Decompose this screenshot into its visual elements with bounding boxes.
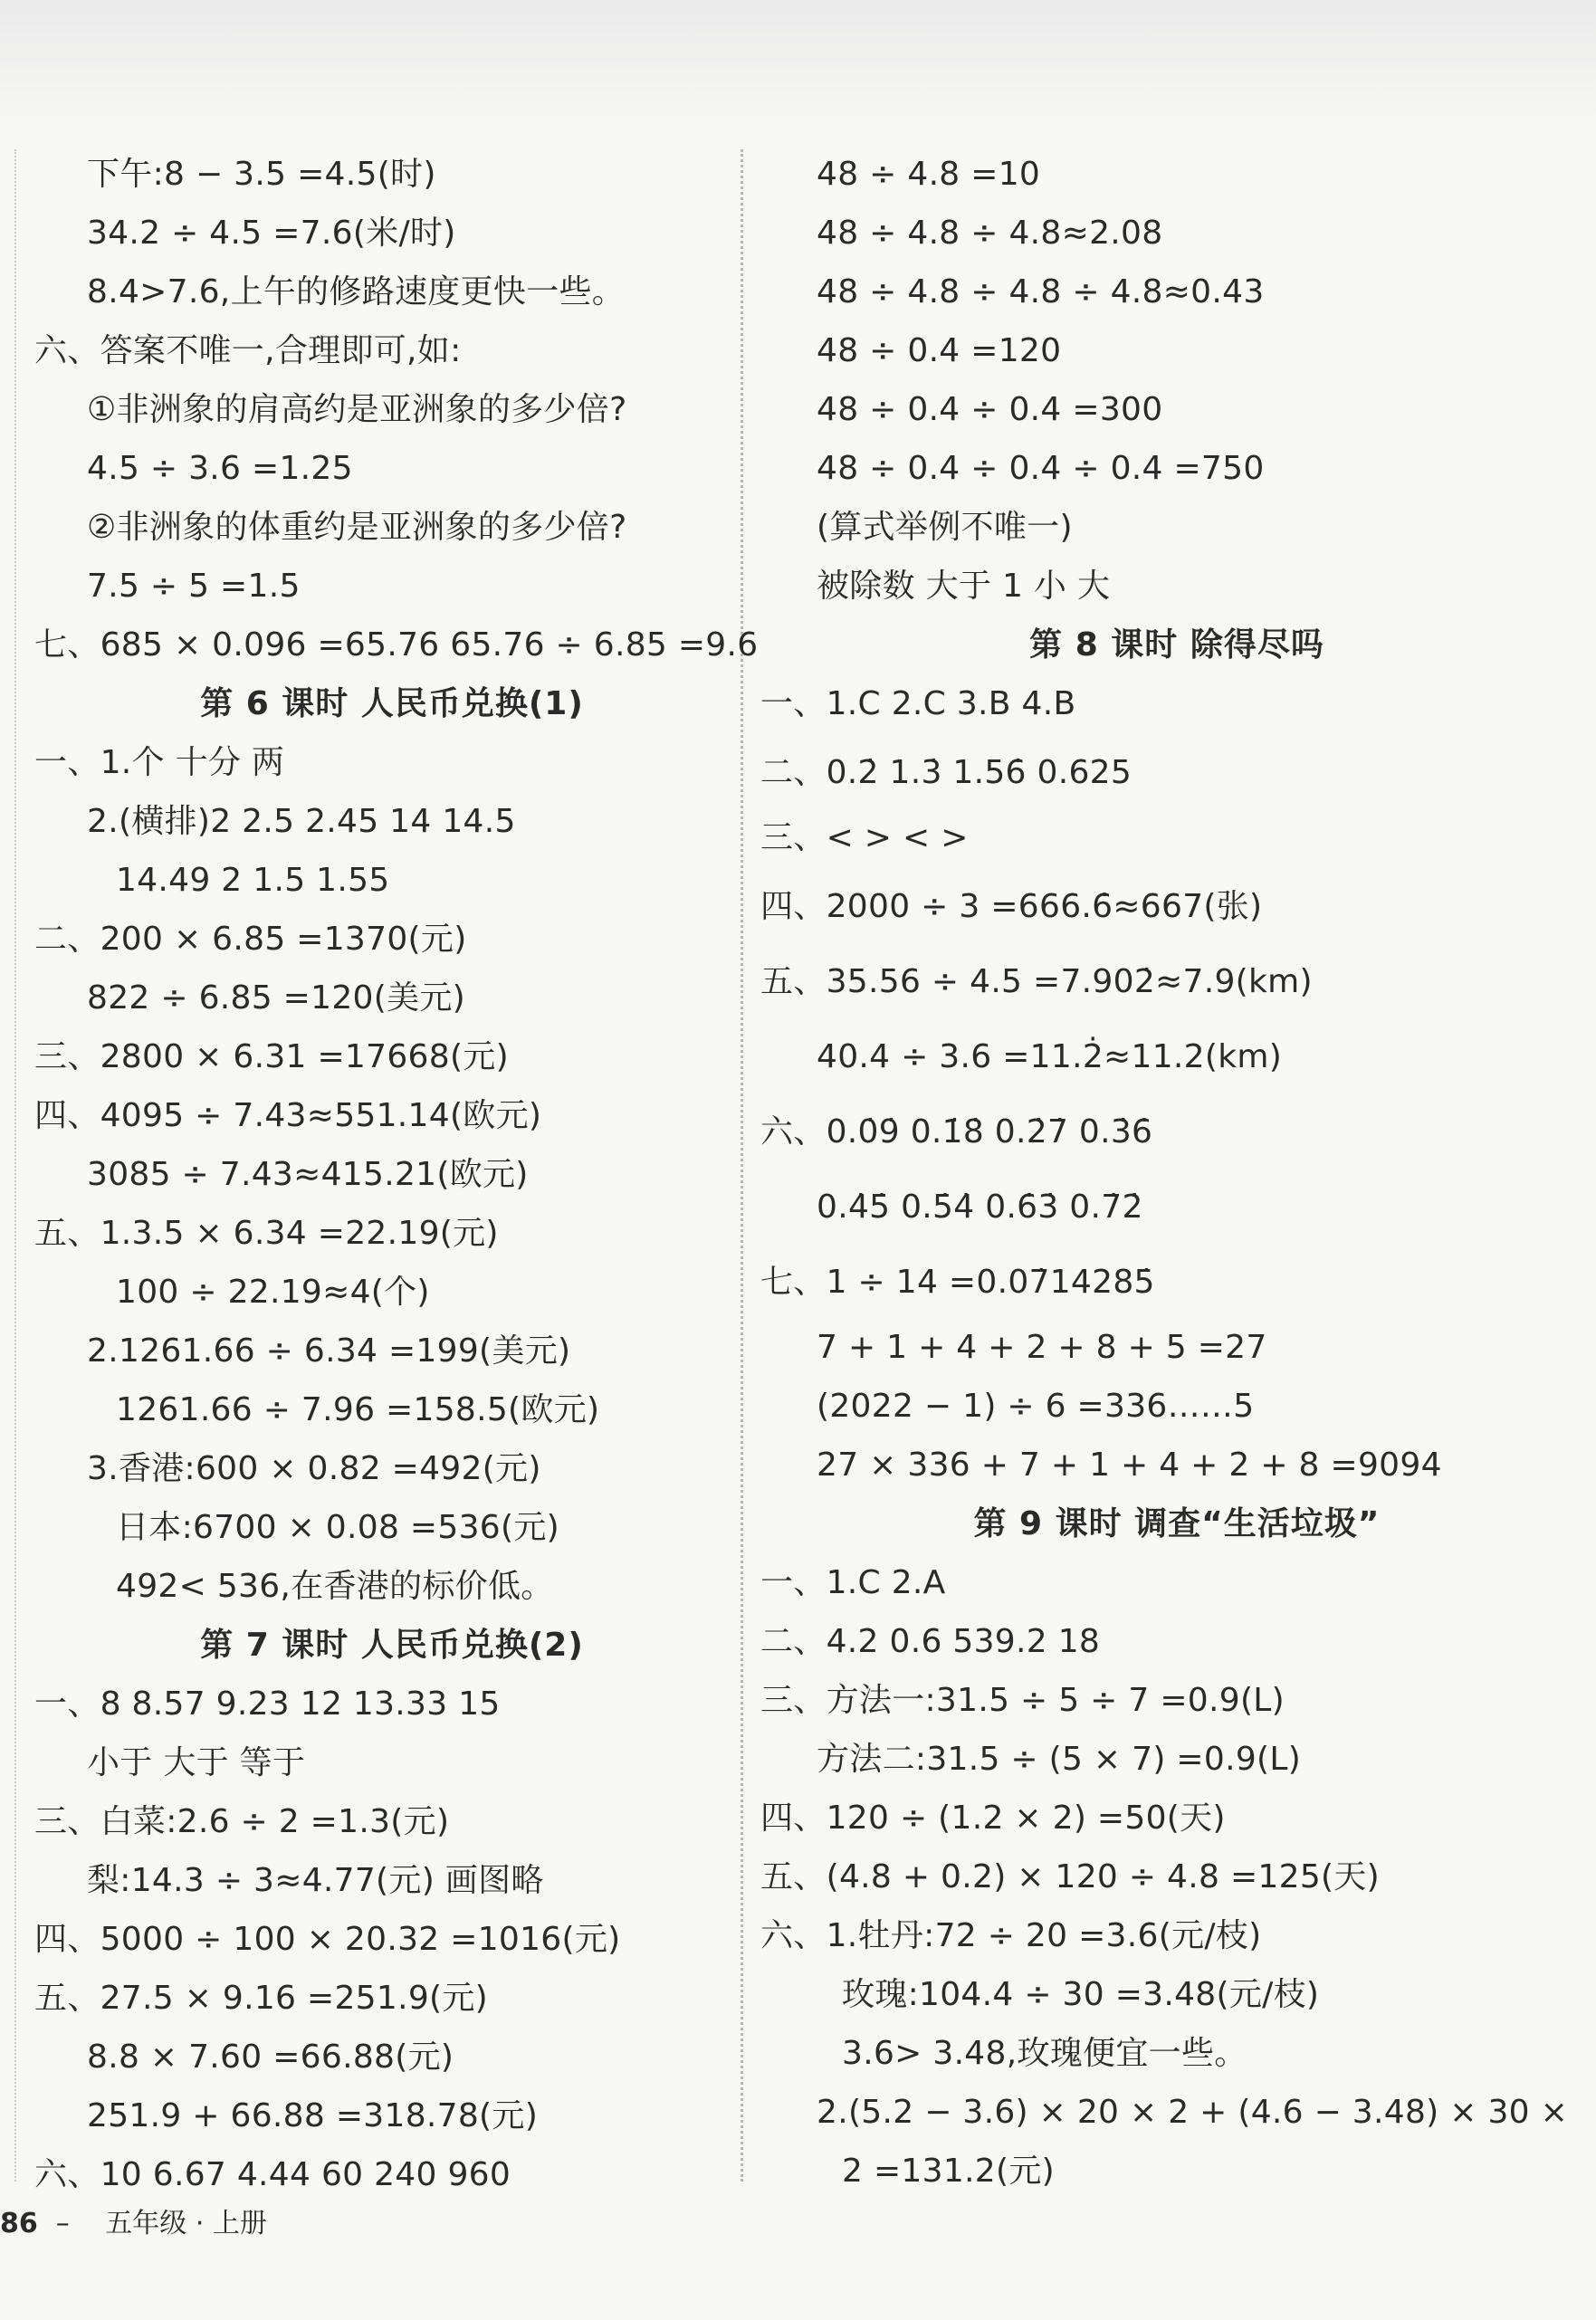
answer-line: 五、(4.8 + 0.2) × 120 ÷ 4.8 =125(天) [760, 1858, 1381, 1895]
answer-line: 三、< > < > [760, 819, 969, 856]
answer-line: 8.4>7.6,上午的修路速度更快一些。 [87, 273, 626, 310]
answer-line: ②非洲象的体重约是亚洲象的多少倍? [87, 509, 627, 546]
answer-line: 34.2 ÷ 4.5 =7.6(米/时) [87, 215, 456, 252]
answer-line: 七、1 ÷ 14 =0.07̇14285̇ [760, 1264, 1155, 1301]
answer-line: 7 + 1 + 4 + 2 + 8 + 5 =27 [817, 1329, 1267, 1366]
answer-line: 三、方法一:31.5 ÷ 5 ÷ 7 =0.9(L) [760, 1682, 1285, 1719]
answer-line: 一、1.个 十分 两 [34, 744, 285, 781]
answer-line: 48 ÷ 4.8 ÷ 4.8≈2.08 [817, 215, 1163, 252]
answer-line: 48 ÷ 4.8 =10 [817, 156, 1041, 193]
page-number: 86 [0, 2208, 38, 2239]
answer-line: 四、2000 ÷ 3 =666.6̇≈667(张) [760, 888, 1263, 925]
answer-line: (2022 − 1) ÷ 6 =336……5 [817, 1388, 1255, 1425]
answer-line: 四、5000 ÷ 100 × 20.32 =1016(元) [34, 1921, 621, 1958]
answer-line: 六、1.牡丹:72 ÷ 20 =3.6(元/枝) [760, 1917, 1262, 1954]
answer-line: 五、1.3.5 × 6.34 =22.19(元) [34, 1215, 499, 1252]
answer-line: 六、10 6.67 4.44 60 240 960 [34, 2156, 511, 2193]
answer-line: 日本:6700 × 0.08 =536(元) [116, 1509, 559, 1546]
answer-line: (算式举例不唯一) [817, 509, 1073, 546]
answer-line: 梨:14.3 ÷ 3≈4.77(元) 画图略 [87, 1862, 544, 1899]
answer-line: 五、35.56 ÷ 4.5 =7.902̇≈7.9(km) [760, 963, 1313, 1000]
column-divider [741, 149, 743, 2182]
footer-separator: – [55, 2208, 70, 2239]
answer-line: 小于 大于 等于 [87, 1744, 306, 1781]
answer-line: 48 ÷ 0.4 =120 [817, 332, 1062, 369]
answer-line: ①非洲象的肩高约是亚洲象的多少倍? [87, 391, 627, 428]
answer-line: 一、8 8.57 9.23 12 13.33 15 [34, 1685, 501, 1723]
answer-line: 3.香港:600 × 0.82 =492(元) [87, 1450, 541, 1487]
left-margin-rule [14, 149, 16, 2182]
answer-line: 三、2800 × 6.31 =17668(元) [34, 1038, 509, 1075]
answer-line: 被除数 大于 1 小 大 [817, 568, 1111, 605]
answer-line: 六、0.0̇9̇ 0.1̇8̇ 0.2̇7̇ 0.3̇6̇ [760, 1113, 1153, 1150]
answer-line: 2 =131.2(元) [842, 2153, 1055, 2190]
answer-line: 100 ÷ 22.19≈4(个) [116, 1274, 430, 1311]
answer-line: 三、白菜:2.6 ÷ 2 =1.3(元) [34, 1803, 450, 1840]
grade-label: 五年级 · 上册 [105, 2208, 267, 2239]
answer-line: 2.(5.2 − 3.6) × 20 × 2 + (4.6 − 3.48) × 30 × [817, 2094, 1569, 2131]
answer-line: 8.8 × 7.60 =66.88(元) [87, 2038, 454, 2076]
answer-line: 3085 ÷ 7.43≈415.21(欧元) [87, 1156, 529, 1193]
lesson-heading: 第 7 课时 人民币兑换(2) [200, 1627, 584, 1664]
left-column [34, 145, 759, 2204]
answer-line: 2.(横排)2 2.5 2.45 14 14.5 [87, 803, 516, 840]
answer-line: 下午:8 − 3.5 =4.5(时) [87, 156, 436, 193]
answer-line: 二、4.2 0.6 539.2 18 [760, 1623, 1101, 1660]
answer-line: 七、685 × 0.096 =65.76 65.76 ÷ 6.85 =9.6 [34, 626, 759, 664]
answer-line: 四、4095 ÷ 7.43≈551.14(欧元) [34, 1097, 542, 1134]
answer-line: 14.49 2 1.5 1.55 [116, 862, 390, 899]
answer-line: 251.9 + 66.88 =318.78(元) [87, 2097, 539, 2134]
answer-line: 48 ÷ 0.4 ÷ 0.4 ÷ 0.4 =750 [817, 450, 1265, 487]
answer-line: 四、120 ÷ (1.2 × 2) =50(天) [760, 1800, 1226, 1837]
page-footer [0, 2201, 267, 2247]
answer-line: 方法二:31.5 ÷ (5 × 7) =0.9(L) [817, 1741, 1302, 1778]
answer-line: 48 ÷ 0.4 ÷ 0.4 =300 [817, 391, 1163, 428]
answer-line: 五、27.5 × 9.16 =251.9(元) [34, 1980, 489, 2017]
answer-line: 822 ÷ 6.85 =120(美元) [87, 979, 466, 1017]
answer-line: 二、200 × 6.85 =1370(元) [34, 921, 467, 958]
answer-line: 2.1261.66 ÷ 6.34 =199(美元) [87, 1332, 571, 1370]
answer-line: 六、答案不唯一,合理即可,如: [34, 332, 462, 369]
answer-line: 4.5 ÷ 3.6 =1.25 [87, 450, 353, 487]
answer-line: 27 × 336 + 7 + 1 + 4 + 2 + 8 =9094 [817, 1446, 1442, 1484]
answer-line: 一、1.C 2.A [760, 1564, 946, 1601]
answer-line: 40.4 ÷ 3.6 =11.2̇≈11.2(km) [817, 1038, 1283, 1075]
answer-line: 0.4̇5̇ 0.5̇4̇ 0.6̇3̇ 0.7̇2̇ [817, 1189, 1143, 1226]
lesson-heading: 第 9 课时 调查“生活垃圾” [973, 1505, 1381, 1542]
answer-line: 一、1.C 2.C 3.B 4.B [760, 685, 1076, 722]
answer-line: 二、0.2̇ 1.3̇ 1.56̇ 0.625 [760, 754, 1132, 791]
answer-line: 玫瑰:104.4 ÷ 30 =3.48(元/枝) [842, 1976, 1320, 2013]
answer-line: 492< 536,在香港的标价低。 [116, 1568, 554, 1605]
lesson-heading: 第 6 课时 人民币兑换(1) [200, 685, 584, 722]
answer-line: 48 ÷ 4.8 ÷ 4.8 ÷ 4.8≈0.43 [817, 273, 1265, 310]
right-column [760, 145, 1575, 2201]
lesson-heading: 第 8 课时 除得尽吗 [1029, 626, 1324, 664]
answer-line: 7.5 ÷ 5 =1.5 [87, 568, 301, 605]
top-shadow-band [0, 0, 1596, 136]
answer-line: 1261.66 ÷ 7.96 =158.5(欧元) [116, 1391, 600, 1428]
answer-line: 3.6> 3.48,玫瑰便宜一些。 [842, 2035, 1247, 2072]
